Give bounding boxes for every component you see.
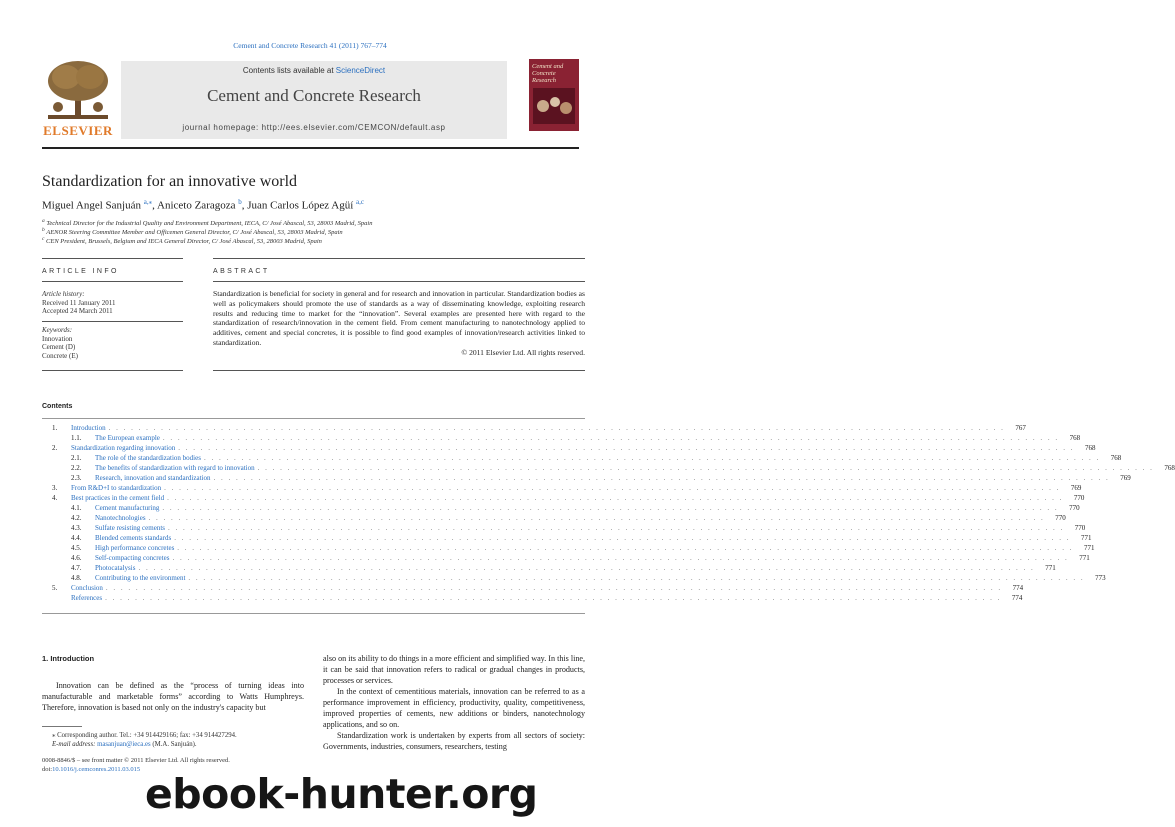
toc-entry[interactable] xyxy=(52,534,1092,544)
toc-page: 774 xyxy=(1012,584,1024,592)
article-info-rule xyxy=(42,321,183,322)
toc-leader: . . . . . . . . . . . . . . . . . . . . . . . . . . . . . . . . . . . . . . . . . . . . . . . . . . . . . . . . . . . . . . . . . . . . . . . . . . . . . . . . . . . . . . . . . . . . . . . . . . . . . . . . . . . . . . . . . . . . . . . . xyxy=(167,524,1065,532)
toc-leader: . . . . . . . . . . . . . . . . . . . . . . . . . . . . . . . . . . . . . . . . . . . . . . . . . . . . . . . . . . . . . . . . . . . . . . . . . . . . . . . . . . . . . . . . . . . . . . . . . . . . . . . . . . . . . . . . . . . . . . . . xyxy=(164,484,1061,492)
affiliation: $^a$ Technical Director for the Industrial Quality and Environment Department, IECA, C/ José Abascal, 53, 28003 Madrid, Spain xyxy=(42,218,373,228)
toc-number: 4.7. xyxy=(71,564,82,572)
body-paragraph: also on its ability to do things in a more efficient and simplified way. In this line, it can be said that innovation refers to radical or gradual changes in products, processes or services. xyxy=(323,654,585,685)
copyright-line: 0008-8846/$ – see front matter © 2011 Elsevier Ltd. All rights reserved. xyxy=(42,757,230,764)
author-affiliation-marker[interactable]: b xyxy=(238,198,242,206)
toc-number: 4.6. xyxy=(71,554,82,562)
received-date: Received 11 January 2011 xyxy=(42,298,116,307)
author-affiliation-marker[interactable]: a,c xyxy=(356,198,364,206)
watermark: ebook-hunter.org xyxy=(145,770,538,818)
toc-entry[interactable] xyxy=(52,584,1024,594)
toc-title[interactable]: Blended cements standards xyxy=(95,534,172,542)
toc-page: 773 xyxy=(1095,574,1106,582)
accepted-date: Accepted 24 March 2011 xyxy=(42,307,113,315)
toc-title[interactable]: High performance concretes xyxy=(95,544,175,552)
contents-availability: Contents lists available at ScienceDirect xyxy=(242,66,386,75)
author-name: Aniceto Zaragoza xyxy=(157,199,236,212)
toc-title[interactable]: Sulfate resisting cements xyxy=(95,524,165,532)
table-of-contents xyxy=(52,424,1175,604)
body-left-column xyxy=(42,680,304,713)
body-right-column xyxy=(323,653,585,752)
section-heading: 1. Introduction xyxy=(42,654,95,663)
author-name: Juan Carlos López Agüí xyxy=(247,199,354,212)
keywords xyxy=(42,326,78,360)
history-label: Article history: xyxy=(42,290,85,298)
contents-rule xyxy=(42,613,585,614)
toc-leader: . . . . . . . . . . . . . . . . . . . . . . . . . . . . . . . . . . . . . . . . . . . . . . . . . . . . . . . . . . . . . . . . . . . . . . . . . . . . . . . . . . . . . . . . . . . . . . . . . . . . . . . . . . . . . . . . . . . . . . . . xyxy=(108,424,1005,432)
toc-page: 769 xyxy=(1120,474,1131,482)
toc-number: 1. xyxy=(52,424,58,432)
toc-number: 4.4. xyxy=(71,534,82,542)
toc-page: 770 xyxy=(1074,524,1086,532)
toc-page: 774 xyxy=(1011,594,1023,602)
toc-leader: . . . . . . . . . . . . . . . . . . . . . . . . . . . . . . . . . . . . . . . . . . . . . . . . . . . . . . . . . . . . . . . . . . . . . . . . . . . . . . . . . . . . . . . . . . . . . . . . . . . . . . . . . . . . . . . . . . . . . . . . xyxy=(213,474,1110,482)
toc-number: 4.2. xyxy=(71,514,82,522)
header-divider xyxy=(42,147,579,149)
corresponding-author: ⁎ Corresponding author. Tel.: +34 914429166; fax: +34 914427294. xyxy=(52,732,237,739)
body-paragraph: Innovation can be defined as the “process of turning ideas into manufacturable and marketable forms” according to Watts Humphreys. Therefore, innovation is based not only on the industry's capacity but xyxy=(42,681,304,712)
abstract-rule xyxy=(213,281,585,282)
toc-number: 1.1. xyxy=(71,434,82,442)
toc-page: 769 xyxy=(1070,484,1082,492)
toc-page: 768 xyxy=(1164,464,1175,472)
keyword: Concrete (E) xyxy=(42,351,78,360)
toc-leader: . . . . . . . . . . . . . . . . . . . . . . . . . . . . . . . . . . . . . . . . . . . . . . . . . . . . . . . . . . . . . . . . . . . . . . . . . . . . . . . . . . . . . . . . . . . . . . . . . . . . . . . . . . . . . . . . . . . . . . . . xyxy=(167,494,1064,502)
toc-title[interactable]: Contributing to the environment xyxy=(95,574,186,582)
toc-leader: . . . . . . . . . . . . . . . . . . . . . . . . . . . . . . . . . . . . . . . . . . . . . . . . . . . . . . . . . . . . . . . . . . . . . . . . . . . . . . . . . . . . . . . . . . . . . . . . . . . . . . . . . . . . . . . . . . . . . . . . xyxy=(172,554,1069,562)
doi-link[interactable]: 10.1016/j.cemconres.2011.03.015 xyxy=(52,765,141,773)
cover-title: Cement and Concrete Research xyxy=(532,63,564,84)
toc-leader: . . . . . . . . . . . . . . . . . . . . . . . . . . . . . . . . . . . . . . . . . . . . . . . . . . . . . . . . . . . . . . . . . . . . . . . . . . . . . . . . . . . . . . . . . . . . . . . . . . . . . . . . . . . . . . . . . . . . . . . . xyxy=(203,454,1101,462)
cover-artwork xyxy=(533,88,575,124)
toc-leader: . . . . . . . . . . . . . . . . . . . . . . . . . . . . . . . . . . . . . . . . . . . . . . . . . . . . . . . . . . . . . . . . . . . . . . . . . . . . . . . . . . . . . . . . . . . . . . . . . . . . . . . . . . . . . . . . . . . . . . . . xyxy=(174,534,1071,542)
contents-rule xyxy=(42,418,585,419)
toc-entry[interactable] xyxy=(52,444,1096,454)
toc-entry[interactable] xyxy=(52,514,1066,524)
toc-title[interactable]: The role of the standardization bodies xyxy=(95,454,201,462)
abstract-heading: ABSTRACT xyxy=(213,268,270,275)
toc-page: 768 xyxy=(1069,434,1081,442)
article-info-rule xyxy=(42,370,183,371)
affiliation: $^b$ AENOR Steering Committee Member and Officemen General Director, C/ José Abascal, 53, 28003 Madrid, Spain xyxy=(42,227,343,237)
article-title: Standardization for an innovative world xyxy=(42,173,298,190)
journal-homepage-link[interactable]: journal homepage: http://ees.elsevier.com/CEMCON/default.asp xyxy=(182,123,446,132)
author-affiliation-marker[interactable]: a,⁎ xyxy=(143,198,153,206)
toc-leader: . . . . . . . . . . . . . . . . . . . . . . . . . . . . . . . . . . . . . . . . . . . . . . . . . . . . . . . . . . . . . . . . . . . . . . . . . . . . . . . . . . . . . . . . . . . . . . . . . . . . . . . . . . . . . . . . . . . . . . . . xyxy=(148,514,1045,522)
toc-page: 770 xyxy=(1069,504,1080,512)
toc-entry[interactable] xyxy=(52,464,1175,474)
doi-line: doi:10.1016/j.cemconres.2011.03.015 xyxy=(42,765,141,773)
toc-entry[interactable] xyxy=(52,434,1081,444)
contents-heading: Contents xyxy=(42,403,73,410)
toc-entry[interactable] xyxy=(52,474,1131,484)
toc-number: 2.1. xyxy=(71,454,82,462)
author-name: Miguel Angel Sanjuán xyxy=(42,199,141,212)
toc-entry[interactable] xyxy=(52,544,1095,554)
body-paragraph: In the context of cementitious materials, innovation can be referred to as a performance improvement in efficiency, productivity, quality, competitiveness, improved properties of cements, new additions or binders, nanotechnology applications, and so on. xyxy=(323,687,585,729)
toc-number: 2. xyxy=(52,444,58,452)
toc-number: 4. xyxy=(52,494,58,502)
toc-number: 4.5. xyxy=(71,544,82,552)
toc-entry[interactable] xyxy=(52,494,1085,504)
toc-page: 771 xyxy=(1080,534,1092,542)
toc-leader: . . . . . . . . . . . . . . . . . . . . . . . . . . . . . . . . . . . . . . . . . . . . . . . . . . . . . . . . . . . . . . . . . . . . . . . . . . . . . . . . . . . . . . . . . . . . . . . . . . . . . . . . . . . . . . . . . . . . . . . . xyxy=(138,564,1035,572)
toc-title[interactable]: Best practices in the cement field xyxy=(71,494,165,502)
toc-title[interactable]: The European example xyxy=(95,434,160,442)
journal-reference[interactable]: Cement and Concrete Research 41 (2011) 767–774 xyxy=(233,41,387,50)
footnote xyxy=(52,731,237,749)
toc-leader: . . . . . . . . . . . . . . . . . . . . . . . . . . . . . . . . . . . . . . . . . . . . . . . . . . . . . . . . . . . . . . . . . . . . . . . . . . . . . . . . . . . . . . . . . . . . . . . . . . . . . . . . . . . . . . . . . . . . . . . . xyxy=(105,594,1002,602)
author-list: Miguel Angel Sanjuán $^{a,⁎}$, Aniceto Zaragoza $^b$, Juan Carlos López Agüí $^{a,c}$ xyxy=(42,198,364,212)
toc-title[interactable]: Conclusion xyxy=(71,584,103,592)
toc-title[interactable]: From R&D+I to standardization xyxy=(71,484,162,492)
keyword: Innovation xyxy=(42,334,73,343)
keywords-label: Keywords: xyxy=(42,326,73,334)
article-info-rule xyxy=(42,258,183,259)
toc-title[interactable]: Photocatalysis xyxy=(95,564,136,572)
toc-page: 767 xyxy=(1015,424,1026,432)
abstract-rule xyxy=(213,370,585,371)
toc-title[interactable]: Nanotechnologies xyxy=(95,514,146,522)
toc-number: 4.8. xyxy=(71,574,82,582)
toc-title[interactable]: Standardization regarding innovation xyxy=(71,444,176,452)
toc-number: 4.1. xyxy=(71,504,82,512)
toc-number: 4.3. xyxy=(71,524,82,532)
article-info-heading: ARTICLE INFO xyxy=(42,268,119,275)
toc-page: 770 xyxy=(1073,494,1085,502)
toc-page: 770 xyxy=(1055,514,1066,522)
toc-title[interactable]: References xyxy=(71,594,103,602)
toc-entry[interactable] xyxy=(52,554,1090,564)
sciencedirect-link[interactable]: ScienceDirect xyxy=(335,66,386,75)
toc-title[interactable]: The benefits of standardization with regard to innovation xyxy=(95,464,255,472)
abstract-text: Standardization is beneficial for society in general and for research and innovation in particular. Standardization bodies as well as policymakers should promote the use of standards as a way of disseminating knowledge, exploiting research results and reducing time to market for the “innovation”. Several examples are presented here with regard to the standardization of research/innovation in the cement field. From cement manufacturing to nanotechnology applied to additives, cement and special concretes, it is possible to find good examples of innovation/research activities linked to standardization. xyxy=(213,289,585,347)
email-link[interactable]: masanjuan@ieca.es xyxy=(97,741,151,748)
toc-leader: . . . . . . . . . . . . . . . . . . . . . . . . . . . . . . . . . . . . . . . . . . . . . . . . . . . . . . . . . . . . . . . . . . . . . . . . . . . . . . . . . . . . . . . . . . . . . . . . . . . . . . . . . . . . . . . . . . . . . . . . xyxy=(162,504,1059,512)
keyword: Cement (D) xyxy=(42,343,76,351)
toc-title[interactable]: Research, innovation and standardization xyxy=(95,474,211,482)
footnote-rule xyxy=(42,726,82,727)
toc-page: 771 xyxy=(1084,544,1095,552)
toc-entry[interactable] xyxy=(52,524,1086,534)
toc-page: 771 xyxy=(1079,554,1090,562)
abstract-copyright: © 2011 Elsevier Ltd. All rights reserved. xyxy=(461,347,585,357)
email-line: E-mail address: masanjuan@ieca.es (M.A. Sanjuán). xyxy=(52,741,197,748)
toc-number: 5. xyxy=(52,584,58,592)
toc-page: 768 xyxy=(1084,444,1096,452)
toc-leader: . . . . . . . . . . . . . . . . . . . . . . . . . . . . . . . . . . . . . . . . . . . . . . . . . . . . . . . . . . . . . . . . . . . . . . . . . . . . . . . . . . . . . . . . . . . . . . . . . . . . . . . . . . . . . . . . . . . . . . . . xyxy=(162,434,1060,442)
toc-entry[interactable] xyxy=(52,594,1023,604)
body-paragraph: Standardization work is undertaken by experts from all sectors of society: Governments, industries, consumers, researchers, testing xyxy=(323,731,585,751)
article-history xyxy=(42,290,116,316)
toc-number: 2.2. xyxy=(71,464,82,472)
toc-entry[interactable] xyxy=(52,504,1080,514)
toc-leader: . . . . . . . . . . . . . . . . . . . . . . . . . . . . . . . . . . . . . . . . . . . . . . . . . . . . . . . . . . . . . . . . . . . . . . . . . . . . . . . . . . . . . . . . . . . . . . . . . . . . . . . . . . . . . . . . . . . . . . . . xyxy=(188,574,1085,582)
toc-entry[interactable] xyxy=(52,564,1056,574)
toc-page: 771 xyxy=(1045,564,1056,572)
affiliation: $^c$ CEN President, Brussels, Belgium and IECA General Director, C/ José Abascal, 53, 28003 Madrid, Spain xyxy=(42,236,322,246)
abstract-rule xyxy=(213,258,585,259)
toc-page: 768 xyxy=(1110,454,1122,462)
toc-entry[interactable] xyxy=(52,424,1026,434)
publisher-logo-text: ELSEVIER xyxy=(43,123,113,138)
toc-leader: . . . . . . . . . . . . . . . . . . . . . . . . . . . . . . . . . . . . . . . . . . . . . . . . . . . . . . . . . . . . . . . . . . . . . . . . . . . . . . . . . . . . . . . . . . . . . . . . . . . . . . . . . . . . . . . . . . . . . . . . xyxy=(257,464,1154,472)
toc-number: 3. xyxy=(52,484,58,492)
toc-leader: . . . . . . . . . . . . . . . . . . . . . . . . . . . . . . . . . . . . . . . . . . . . . . . . . . . . . . . . . . . . . . . . . . . . . . . . . . . . . . . . . . . . . . . . . . . . . . . . . . . . . . . . . . . . . . . . . . . . . . . . xyxy=(105,584,1003,592)
toc-title[interactable]: Cement manufacturing xyxy=(95,504,160,512)
abstract xyxy=(213,289,585,358)
toc-number: 2.3. xyxy=(71,474,82,482)
toc-title[interactable]: Introduction xyxy=(71,424,106,432)
toc-entry[interactable] xyxy=(52,454,1122,464)
journal-title: Cement and Concrete Research xyxy=(207,86,421,105)
toc-entry[interactable] xyxy=(52,484,1082,494)
article-info-rule xyxy=(42,281,183,282)
toc-leader: . . . . . . . . . . . . . . . . . . . . . . . . . . . . . . . . . . . . . . . . . . . . . . . . . . . . . . . . . . . . . . . . . . . . . . . . . . . . . . . . . . . . . . . . . . . . . . . . . . . . . . . . . . . . . . . . . . . . . . . . xyxy=(178,444,1075,452)
toc-entry[interactable] xyxy=(52,574,1106,584)
toc-title[interactable]: Self-compacting concretes xyxy=(95,554,170,562)
toc-leader: . . . . . . . . . . . . . . . . . . . . . . . . . . . . . . . . . . . . . . . . . . . . . . . . . . . . . . . . . . . . . . . . . . . . . . . . . . . . . . . . . . . . . . . . . . . . . . . . . . . . . . . . . . . . . . . . . . . . . . . . xyxy=(177,544,1074,552)
